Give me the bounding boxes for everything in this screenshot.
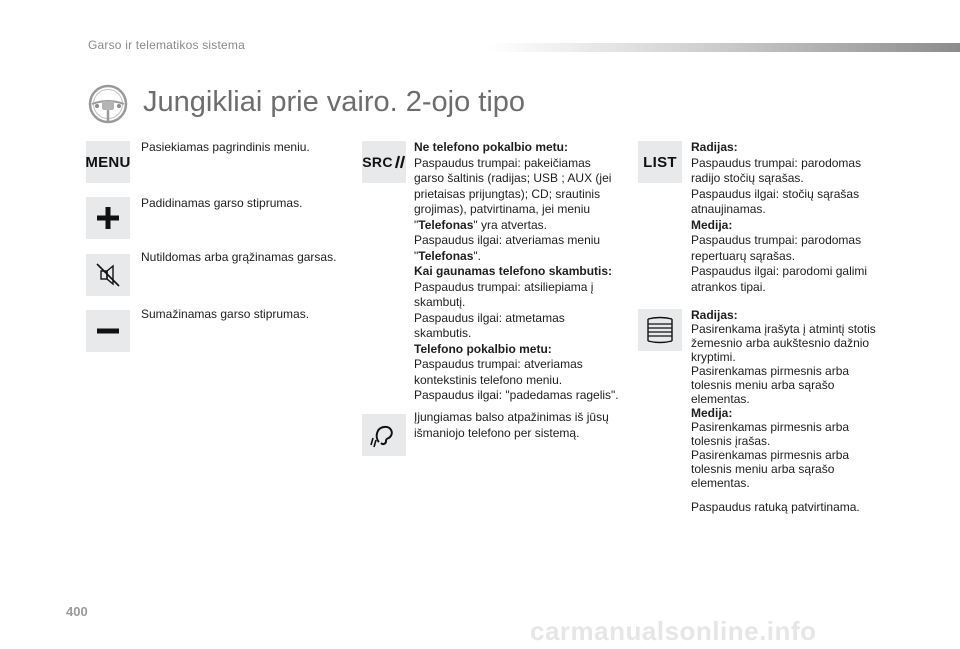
volume-up-button[interactable] bbox=[86, 197, 130, 239]
list-radio-long: Paspaudus ilgai: stočių sąrašas atnaujinamas. bbox=[691, 186, 860, 216]
list-heading-media: Medija: bbox=[691, 217, 733, 232]
volume-up-description: Padidinamas garso stiprumas. bbox=[141, 196, 303, 210]
thumbwheel-button[interactable] bbox=[638, 309, 682, 351]
src-heading-no-call: Ne telefono pokalbio metu: bbox=[414, 140, 569, 154]
plus-icon bbox=[96, 206, 120, 230]
src-short-press-answer: Paspaudus trumpai: atsiliepiama į skambutį. bbox=[414, 279, 594, 309]
wheel-radio-station: Pasirenkama įrašyta į atmintį stotis žemesnio arba aukštesnio dažnio kryptimi. bbox=[691, 322, 876, 364]
voice-command-icon bbox=[369, 420, 399, 450]
wheel-press-confirm: Paspaudus ratuką patvirtinama. bbox=[691, 500, 860, 514]
src-label: SRC bbox=[362, 154, 393, 170]
volume-down-button[interactable] bbox=[86, 310, 130, 352]
src-long-press-reject: Paspaudus ilgai: atmetamas skambutis. bbox=[414, 310, 565, 340]
list-radio-short: Paspaudus trumpai: parodomas radijo stočių sąrašas. bbox=[691, 155, 862, 185]
section-header: Garso ir telematikos sistema bbox=[88, 38, 245, 52]
src-phone-icon bbox=[394, 154, 406, 170]
list-description bbox=[691, 140, 881, 295]
src-heading-in-call: Telefono pokalbio metu: bbox=[414, 341, 552, 356]
steering-wheel-icon bbox=[88, 84, 128, 124]
src-heading-incoming: Kai gaunamas telefono skambutis: bbox=[414, 264, 613, 278]
header-gradient-bar bbox=[488, 43, 960, 52]
list-button[interactable] bbox=[638, 141, 682, 183]
src-long-press-menu: Paspaudus ilgai: atveriamas meniu "Telefonas". bbox=[414, 233, 601, 263]
list-label: LIST bbox=[643, 153, 677, 171]
voice-command-description: Įjungiamas balso atpažinimas iš jūsų išmaniojo telefono per sistemą. bbox=[414, 410, 609, 440]
page-title: Jungikliai prie vairo. 2-ojo tipo bbox=[143, 86, 526, 118]
voice-command-button[interactable] bbox=[362, 414, 406, 456]
list-media-long: Paspaudus ilgai: parodomi galimi atrankos tipai. bbox=[691, 264, 868, 294]
list-heading-radio: Radijas: bbox=[691, 140, 738, 154]
wheel-media-menu: Pasirenkamas pirmesnis arba tolesnis meniu arba sąrašo elementas. bbox=[691, 448, 850, 490]
wheel-heading-media: Medija: bbox=[691, 406, 733, 420]
src-description bbox=[414, 140, 619, 404]
src-long-press-hangup: Paspaudus ilgai: "padedamas ragelis". bbox=[414, 388, 619, 402]
menu-label: MENU bbox=[85, 153, 131, 171]
menu-button[interactable] bbox=[86, 141, 130, 183]
thumbwheel-description bbox=[691, 308, 891, 514]
page-number: 400 bbox=[66, 604, 88, 619]
thumbwheel-icon bbox=[645, 316, 675, 344]
src-button[interactable] bbox=[362, 141, 406, 183]
mute-button[interactable] bbox=[86, 254, 130, 296]
mute-description: Nutildomas arba grąžinamas garsas. bbox=[141, 250, 337, 264]
wheel-heading-radio: Radijas: bbox=[691, 308, 738, 322]
src-short-press-context: Paspaudus trumpai: atveriamas kontekstinis telefono meniu. bbox=[414, 357, 583, 387]
minus-icon bbox=[96, 319, 120, 343]
wheel-radio-menu: Pasirenkamas pirmesnis arba tolesnis meniu arba sąrašo elementas. bbox=[691, 364, 850, 406]
watermark: carmanualsonline.info bbox=[530, 616, 817, 646]
volume-down-description: Sumažinamas garso stiprumas. bbox=[141, 307, 310, 321]
src-short-press-source: Paspaudus trumpai: pakeičiamas garso šaltinis (radijas; USB ; AUX (jei prietaisas prijungtas); CD; srautinis grojimas), patvirtinama, jei meniu "Telefonas" yra atvertas. bbox=[414, 155, 612, 232]
wheel-media-track: Pasirenkamas pirmesnis arba tolesnis įrašas. bbox=[691, 420, 850, 448]
list-media-short: Paspaudus trumpai: parodomas repertuarų sąrašas. bbox=[691, 233, 862, 263]
menu-description: Pasiekiamas pagrindinis meniu. bbox=[141, 140, 310, 154]
mute-speaker-icon bbox=[93, 260, 123, 290]
